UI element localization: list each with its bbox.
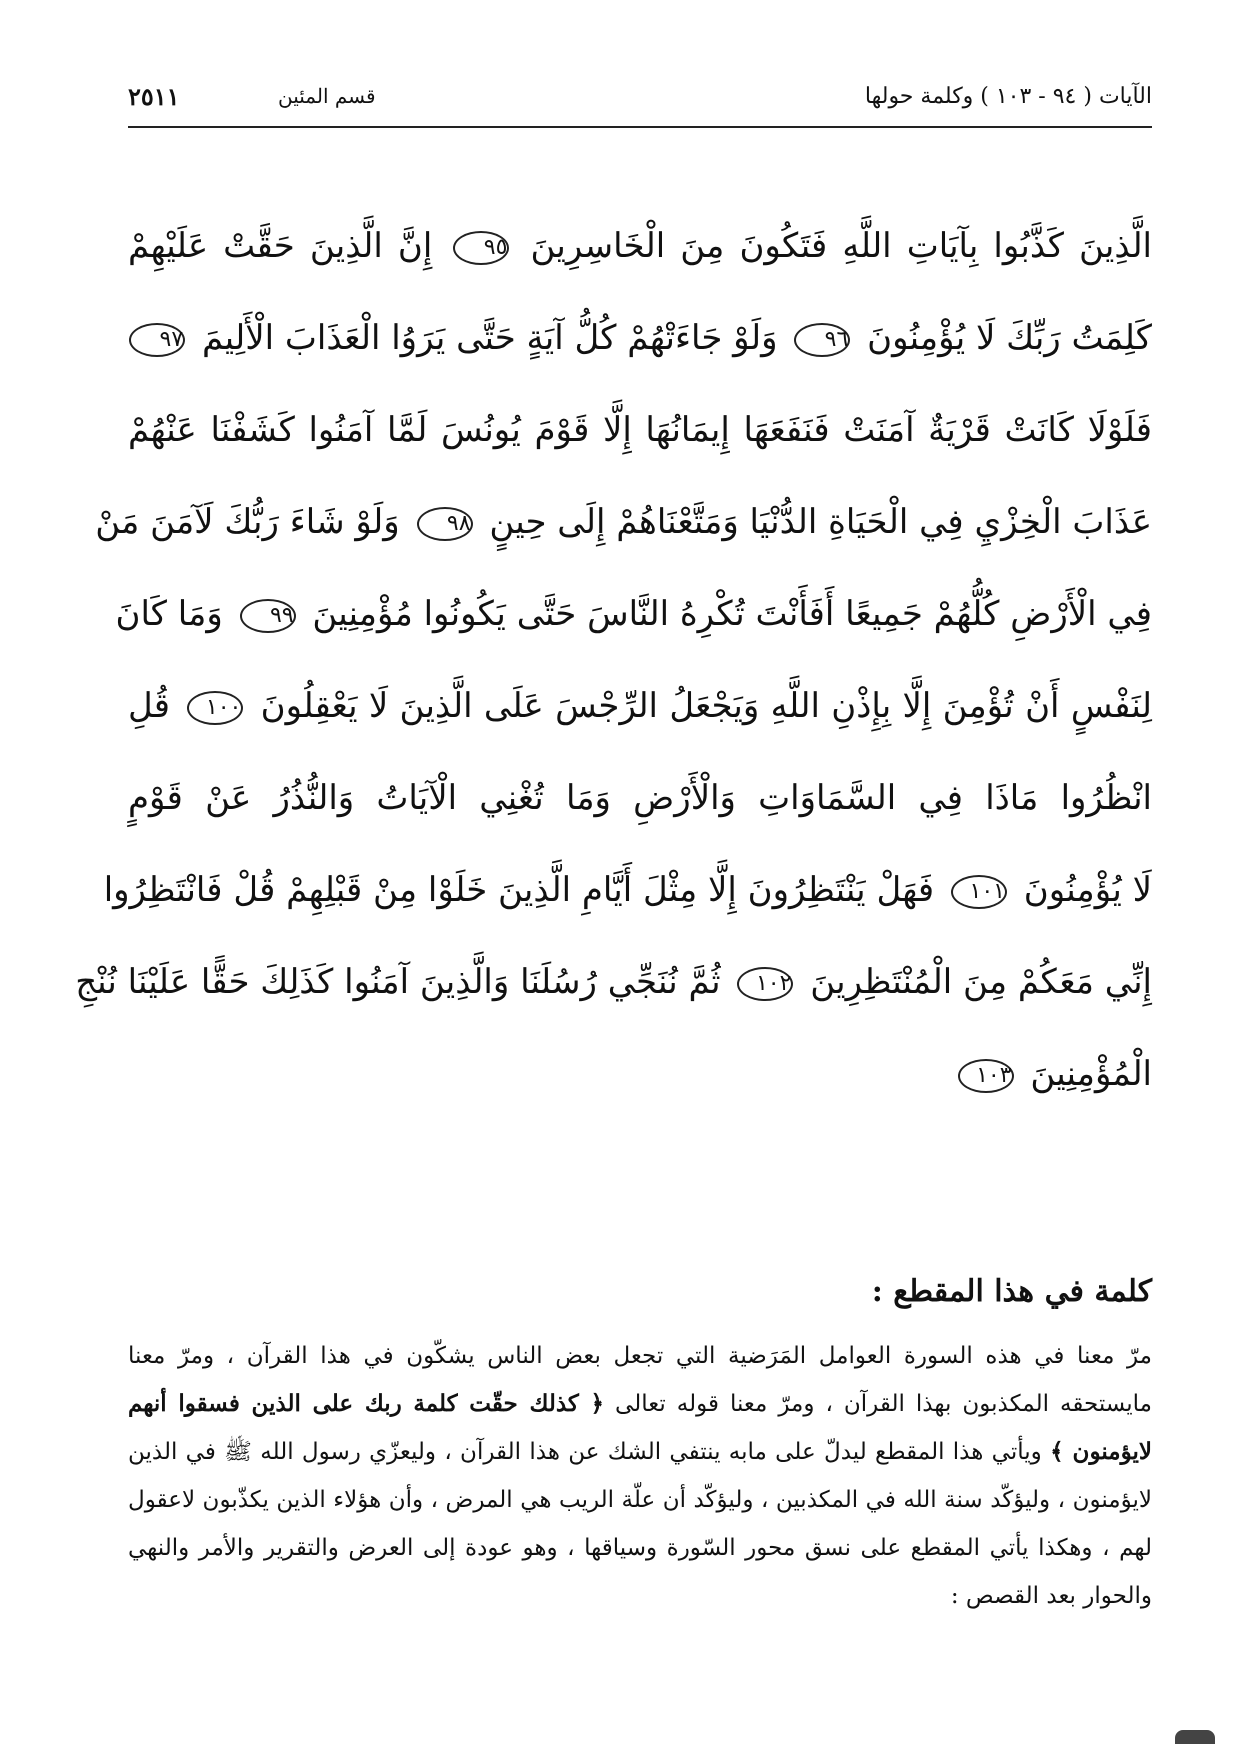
- verse-number-mark: ٩٨: [417, 507, 473, 541]
- header-section: قسم المئين: [278, 84, 376, 108]
- verse-text: انْظُرُوا مَاذَا فِي السَّمَاوَاتِ وَالْأَرْضِ وَمَا تُغْنِي الْآيَاتُ وَالنُّذُرُ عَنْ قَوْمٍ: [128, 778, 1152, 818]
- verse-number-mark: ٩٩: [240, 599, 296, 633]
- verse-text: إِنِّي مَعَكُمْ مِنَ الْمُنْتَظِرِينَ: [810, 962, 1152, 1002]
- verse-line: [128, 384, 1152, 476]
- verse-text: وَلَوْ شَاءَ رَبُّكَ لَآمَنَ مَنْ: [95, 502, 400, 542]
- verse-line: [128, 200, 1152, 292]
- verse-number-mark: ١٠٣: [958, 1059, 1014, 1093]
- page-header: [128, 78, 1152, 128]
- verse-text: لِنَفْسٍ أَنْ تُؤْمِنَ إِلَّا بِإِذْنِ اللَّهِ وَيَجْعَلُ الرِّجْسَ عَلَى الَّذِينَ لَا يَعْقِلُونَ: [260, 686, 1152, 726]
- verse-number-mark: ١٠٢: [737, 967, 793, 1001]
- verse-text: فِي الْأَرْضِ كُلُّهُمْ جَمِيعًا أَفَأَنْتَ تُكْرِهُ النَّاسَ حَتَّى يَكُونُوا مُؤْمِنِينَ: [312, 594, 1152, 634]
- page-number: ٢٥١١: [128, 82, 180, 111]
- commentary-paragraph: [128, 1332, 1152, 1620]
- verse-text: وَمَا كَانَ: [115, 594, 223, 634]
- verse-text: ثُمَّ نُنَجِّي رُسُلَنَا وَالَّذِينَ آمَنُوا كَذَلِكَ حَقًّا عَلَيْنَا نُنْجِ: [75, 962, 721, 1002]
- verse-text: الْمُؤْمِنِينَ: [1030, 1054, 1152, 1094]
- verse-line: [128, 1028, 1152, 1120]
- verse-text: إِنَّ الَّذِينَ حَقَّتْ عَلَيْهِمْ: [128, 226, 433, 266]
- verse-number-mark: ٩٥: [453, 231, 509, 265]
- header-divider: [128, 126, 1152, 128]
- verse-line: [128, 660, 1152, 752]
- verse-line: [75, 936, 1152, 1028]
- verse-number-mark: ١٠٠: [187, 691, 243, 725]
- verse-text: فَهَلْ يَنْتَظِرُونَ إِلَّا مِثْلَ أَيَّامِ الَّذِينَ خَلَوْا مِنْ قَبْلِهِمْ قُلْ فَانْتَظِرُوا: [103, 870, 935, 910]
- commentary-text: ويأتي هذا المقطع ليدلّ على مابه ينتفي الشك عن هذا القرآن ، وليعزّي رسول الله ﷺ في الذين لايؤمنون ، وليؤكّد سنة الله في المكذبين ، وليؤكّد أن علّة الريب هي المرض ، وأن هؤلاء الذين يكذّبون لاعقول لهم ، وهكذا يأتي المقطع على نسق محور السّورة وسياقها ، وهو عودة إلى العرض والتقرير والأمر والنهي والحوار بعد القصص :: [128, 1439, 1152, 1609]
- commentary-section: [128, 1270, 1152, 1620]
- header-title: الآيات ( ٩٤ - ١٠٣ ) وكلمة حولها: [864, 84, 1152, 109]
- commentary-heading: كلمة في هذا المقطع :: [871, 1274, 1152, 1309]
- page-corner-mark: [1175, 1730, 1215, 1744]
- verse-text: لَا يُؤْمِنُونَ: [1023, 870, 1152, 910]
- verse-number-mark: ١٠١: [951, 875, 1007, 909]
- verse-text: الَّذِينَ كَذَّبُوا بِآيَاتِ اللَّهِ فَتَكُونَ مِنَ الْخَاسِرِينَ: [530, 226, 1152, 266]
- verse-number-mark: ٩٧: [129, 323, 185, 357]
- verse-text: فَلَوْلَا كَانَتْ قَرْيَةٌ آمَنَتْ فَنَفَعَهَا إِيمَانُهَا إِلَّا قَوْمَ يُونُسَ لَمَّا آمَنُوا كَشَفْنَا عَنْهُمْ: [128, 410, 1152, 450]
- verse-text: عَذَابَ الْخِزْيِ فِي الْحَيَاةِ الدُّنْيَا وَمَتَّعْنَاهُمْ إِلَى حِينٍ: [489, 502, 1152, 542]
- verse-line: [128, 752, 1152, 844]
- commentary-quote: ﴿ كذلك حقّت كلمة ربك على الذين فسقوا أنهم لايؤمنون ﴾: [128, 1390, 1152, 1465]
- verse-line: [115, 568, 1152, 660]
- quran-verses: [75, 200, 1152, 1120]
- commentary-text: مرّ معنا في هذه السورة العوامل المَرَضية التي تجعل بعض الناس يشكّون في هذا القرآن ، ومرّ معنا مايستحقه المكذبون بهذا القرآن ، ومرّ معنا قوله تعالى: [128, 1343, 1153, 1417]
- verse-number-mark: ٩٦: [794, 323, 850, 357]
- verse-text: قُلِ: [128, 686, 171, 726]
- verse-line: [128, 292, 1152, 384]
- verse-line: [103, 844, 1152, 936]
- verse-line: [95, 476, 1152, 568]
- verse-text: وَلَوْ جَاءَتْهُمْ كُلُّ آيَةٍ حَتَّى يَرَوُا الْعَذَابَ الْأَلِيمَ: [202, 318, 778, 358]
- verse-text: كَلِمَتُ رَبِّكَ لَا يُؤْمِنُونَ: [867, 318, 1152, 358]
